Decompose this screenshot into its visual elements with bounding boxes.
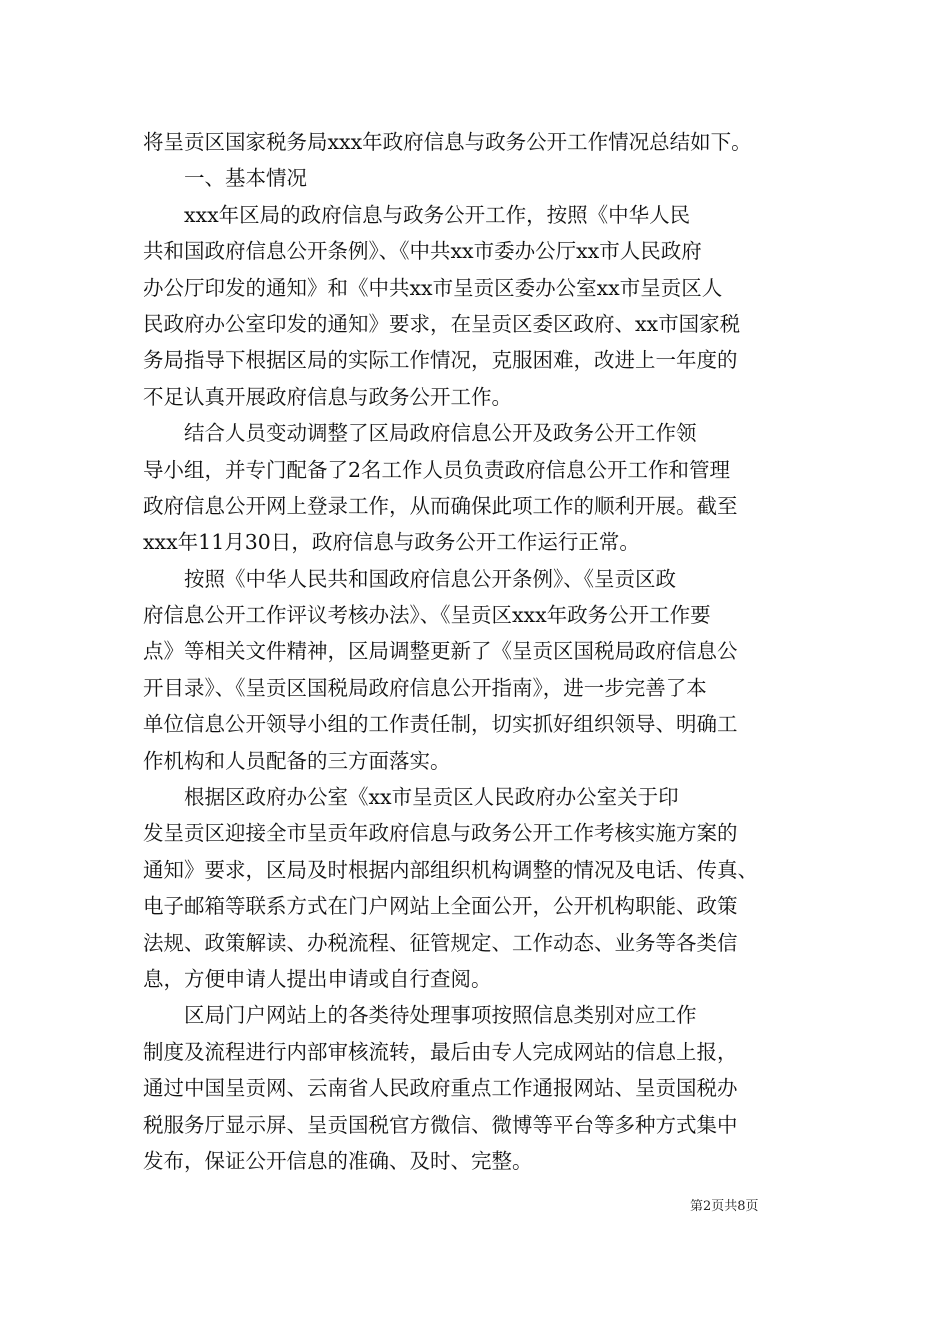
body-line: 作机构和人员配备的三方面落实。: [143, 748, 451, 773]
body-line: 根据区政府办公室《xx市呈贡区人民政府办公室关于印: [143, 785, 679, 810]
body-line: 电子邮箱等联系方式在门户网站上全面公开，公开机构职能、政策: [143, 894, 738, 919]
body-line: 民政府办公室印发的通知》要求，在呈贡区委区政府、xx市国家税: [143, 311, 741, 336]
body-line: 发呈贡区迎接全市呈贡年政府信息与政务公开工作考核实施方案的: [143, 821, 738, 846]
body-line: 政府信息公开网上登录工作，从而确保此项工作的顺利开展。截至: [143, 493, 738, 518]
body-line: 办公厅印发的通知》和《中共xx市呈贡区委办公室xx市呈贡区人: [143, 275, 723, 300]
document-body: [143, 124, 808, 1179]
body-line: 不足认真开展政府信息与政务公开工作。: [143, 384, 512, 409]
body-line: 导小组，并专门配备了2名工作人员负责政府信息公开工作和管理: [143, 457, 731, 482]
body-line: 通知》要求，区局及时根据内部组织机构调整的情况及电话、传真、: [143, 857, 758, 882]
page-number-footer: 第2页共8页: [690, 1199, 759, 1214]
body-line: 开目录》、《呈贡区国税局政府信息公开指南》，进一步完善了本: [143, 675, 707, 700]
body-line: 府信息公开工作评议考核办法》、《呈贡区xxx年政务公开工作要: [143, 603, 711, 628]
body-line: 通过中国呈贡网、云南省人民政府重点工作通报网站、呈贡国税办: [143, 1076, 738, 1101]
body-line: 共和国政府信息公开条例》、《中共xx市委办公厅xx市人民政府: [143, 239, 702, 264]
body-line: 结合人员变动调整了区局政府信息公开及政务公开工作领: [143, 421, 697, 446]
body-line: 法规、政策解读、办税流程、征管规定、工作动态、业务等各类信: [143, 930, 738, 955]
body-line: xxx年11月30日，政府信息与政务公开工作运行正常。: [143, 530, 640, 555]
body-line: 税服务厅显示屏、呈贡国税官方微信、微博等平台等多种方式集中: [143, 1112, 738, 1137]
body-line: 单位信息公开领导小组的工作责任制，切实抓好组织领导、明确工: [143, 712, 738, 737]
body-line: 将呈贡区国家税务局xxx年政府信息与政务公开工作情况总结如下。: [143, 130, 752, 154]
body-line: 发布，保证公开信息的准确、及时、完整。: [143, 1148, 533, 1173]
body-line: 务局指导下根据区局的实际工作情况，克服困难，改进上一年度的: [143, 348, 738, 373]
body-line: 点》等相关文件精神，区局调整更新了《呈贡区国税局政府信息公: [143, 639, 738, 664]
body-line: 区局门户网站上的各类待处理事项按照信息类别对应工作: [143, 1003, 697, 1028]
body-line: 息，方便申请人提出申请或自行查阅。: [143, 966, 492, 991]
section-heading: 一、基本情况: [143, 166, 307, 191]
body-line: xxx年区局的政府信息与政务公开工作，按照《中华人民: [143, 202, 691, 227]
body-line: 按照《中华人民共和国政府信息公开条例》、《呈贡区政: [143, 566, 676, 591]
body-line: 制度及流程进行内部审核流转，最后由专人完成网站的信息上报，: [143, 1039, 738, 1064]
